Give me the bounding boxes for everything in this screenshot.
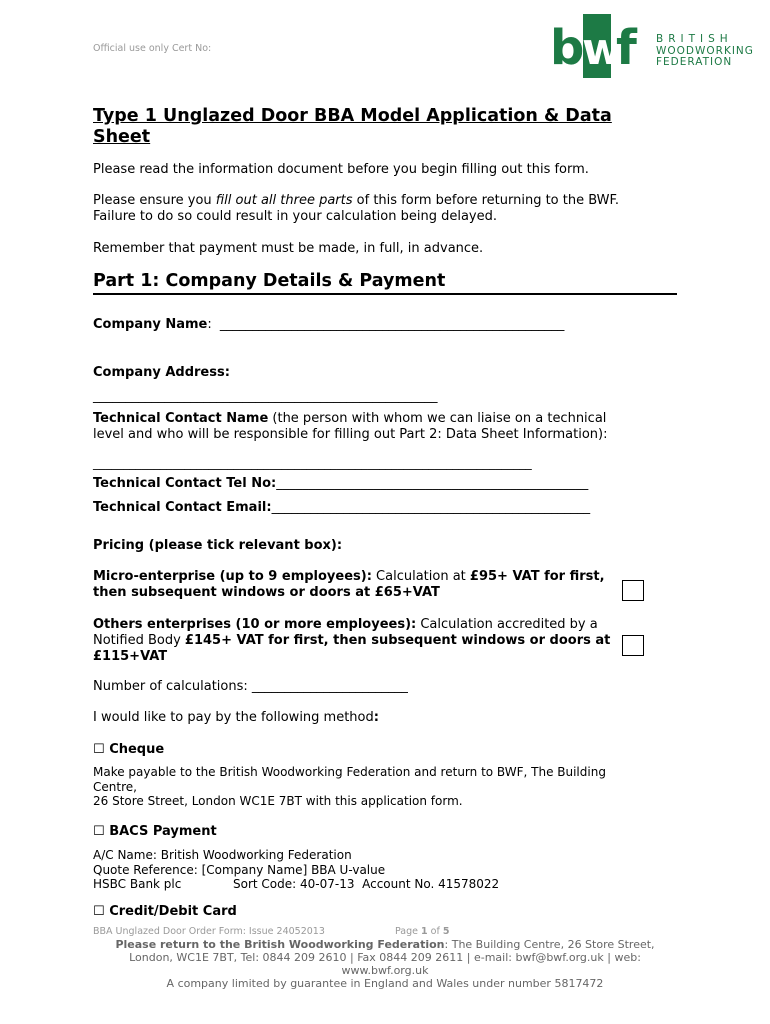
logo-line-british: BRITISH bbox=[656, 33, 733, 45]
company-name-colon: : bbox=[207, 317, 212, 332]
cheque-label: Cheque bbox=[109, 742, 165, 757]
logo-line-woodworking: WOODWORKING bbox=[656, 45, 754, 57]
intro-p2-post: of this form before returning to the BWF. bbox=[352, 193, 620, 208]
calculations-field[interactable]: ________________________ bbox=[251, 679, 408, 694]
svg-text:b: b bbox=[550, 20, 585, 76]
pricing-others bbox=[93, 617, 673, 665]
tech-email-row bbox=[93, 500, 590, 516]
footer-form-ref: BBA Unglazed Door Order Form: Issue 24052013 bbox=[93, 926, 325, 937]
footer-page-mid: of bbox=[427, 926, 443, 937]
bacs-checkbox[interactable]: ☐ bbox=[93, 824, 105, 839]
payment-intro bbox=[93, 710, 379, 726]
tech-tel-field[interactable]: ________________________________________________ bbox=[276, 476, 589, 491]
cheque-checkbox[interactable]: ☐ bbox=[93, 742, 105, 757]
bwf-logo bbox=[548, 14, 763, 78]
pricing-micro-text: Calculation at bbox=[371, 569, 470, 584]
intro-p2-pre: Please ensure you bbox=[93, 193, 216, 208]
pricing-heading: Pricing (please tick relevant box): bbox=[93, 538, 343, 553]
footer-company-note: A company limited by guarantee in England and Wales under number 5817472 bbox=[166, 977, 604, 990]
tech-tel-label: Technical Contact Tel No: bbox=[93, 476, 277, 491]
footer-return-line2: London, WC1E 7BT, Tel: 0844 209 2610 | Fax 0844 209 2611 | e-mail: bwf@bwf.org.uk | web: bbox=[129, 951, 641, 964]
bwf-logo-mark bbox=[548, 14, 643, 78]
bacs-bank: HSBC Bank plc bbox=[93, 877, 182, 891]
footer-return-info bbox=[90, 938, 680, 977]
company-name-label: Company Name bbox=[93, 317, 208, 332]
tech-contact-label: Technical Contact Name bbox=[93, 411, 269, 426]
official-use-label: Official use only Cert No: bbox=[93, 43, 212, 54]
bacs-account-number: Account No. 41578022 bbox=[362, 877, 500, 891]
others-enterprise-tickbox[interactable] bbox=[622, 635, 644, 656]
company-address-field[interactable]: _____________________________________________________ bbox=[93, 389, 438, 404]
bacs-details bbox=[93, 848, 499, 892]
svg-text:f: f bbox=[616, 20, 637, 76]
logo-line-federation: FEDERATION bbox=[656, 56, 733, 68]
calculations-row bbox=[93, 679, 408, 695]
page-title: Type 1 Unglazed Door BBA Model Application & Data Sheet bbox=[93, 106, 612, 147]
card-option[interactable] bbox=[93, 904, 237, 919]
footer-return-rest: : The Building Centre, 26 Store Street, bbox=[444, 938, 655, 951]
card-label: Credit/Debit Card bbox=[109, 904, 237, 919]
svg-text:w: w bbox=[582, 24, 623, 75]
part1-heading: Part 1: Company Details & Payment bbox=[93, 270, 677, 295]
cheque-text-1: Make payable to the British Woodworking Federation and return to BWF, The Building bbox=[93, 765, 606, 779]
micro-enterprise-tickbox[interactable] bbox=[622, 580, 644, 601]
pricing-others-line3: £115+VAT bbox=[93, 649, 168, 664]
payment-intro-text: I would like to pay by the following method bbox=[93, 710, 374, 725]
pricing-micro-line2: then subsequent windows or doors at £65+VAT bbox=[93, 585, 440, 600]
pricing-others-price: £145+ VAT for first, then subsequent windows or doors at bbox=[184, 633, 611, 648]
tech-contact-field[interactable]: ________________________________________________________________________ bbox=[93, 456, 532, 470]
bacs-reference: Quote Reference: [Company Name] BBA U-value bbox=[93, 862, 386, 877]
tech-email-field[interactable]: _________________________________________________ bbox=[271, 500, 591, 515]
bacs-option[interactable] bbox=[93, 824, 217, 839]
bacs-account-name: A/C Name: British Woodworking Federation bbox=[93, 848, 352, 862]
footer-page-total: 5 bbox=[442, 926, 450, 937]
intro-paragraph-2 bbox=[93, 193, 619, 225]
footer-page-number bbox=[395, 926, 449, 937]
tech-contact-desc-2: level and who will be responsible for filling out Part 2: Data Sheet Information): bbox=[93, 427, 608, 442]
cheque-instructions bbox=[93, 765, 606, 809]
pricing-micro bbox=[93, 569, 673, 601]
pricing-others-line2-pre: Notified Body bbox=[93, 633, 185, 648]
footer-page-pre: Page bbox=[395, 926, 422, 937]
intro-p2-line2: Failure to do so could result in your calculation being delayed. bbox=[93, 209, 497, 224]
pricing-micro-price: £95+ VAT for first, bbox=[469, 569, 605, 584]
footer-page-current: 1 bbox=[421, 926, 428, 937]
bacs-sort-code: Sort Code: 40-07-13 bbox=[233, 877, 355, 891]
pricing-others-label: Others enterprises (10 or more employees): bbox=[93, 617, 417, 632]
calculations-label: Number of calculations: bbox=[93, 679, 252, 694]
footer-website: www.bwf.org.uk bbox=[341, 964, 429, 977]
footer-return-bold: Please return to the British Woodworking Federation bbox=[115, 938, 445, 951]
pricing-others-text: Calculation accredited by a bbox=[416, 617, 598, 632]
company-name-row bbox=[93, 317, 564, 333]
payment-intro-colon: : bbox=[373, 710, 379, 725]
company-name-field[interactable]: _____________________________________________________ bbox=[219, 317, 565, 332]
cheque-text-2: Centre, bbox=[93, 779, 137, 794]
cheque-option[interactable] bbox=[93, 742, 164, 757]
cheque-text-3: 26 Store Street, London WC1E 7BT with this application form. bbox=[93, 794, 463, 808]
tech-email-label: Technical Contact Email: bbox=[93, 500, 272, 515]
intro-paragraph-1: Please read the information document before you begin filling out this form. bbox=[93, 162, 589, 177]
company-address-label: Company Address: bbox=[93, 365, 230, 380]
bacs-label: BACS Payment bbox=[109, 824, 217, 839]
tech-contact-desc-1: (the person with whom we can liaise on a technical bbox=[268, 411, 607, 426]
pricing-micro-label: Micro-enterprise (up to 9 employees): bbox=[93, 569, 372, 584]
intro-paragraph-3: Remember that payment must be made, in full, in advance. bbox=[93, 241, 484, 256]
intro-p2-emphasis: fill out all three parts bbox=[215, 193, 353, 208]
card-checkbox[interactable]: ☐ bbox=[93, 904, 105, 919]
tech-contact-row bbox=[93, 411, 607, 443]
tech-tel-row bbox=[93, 476, 588, 492]
